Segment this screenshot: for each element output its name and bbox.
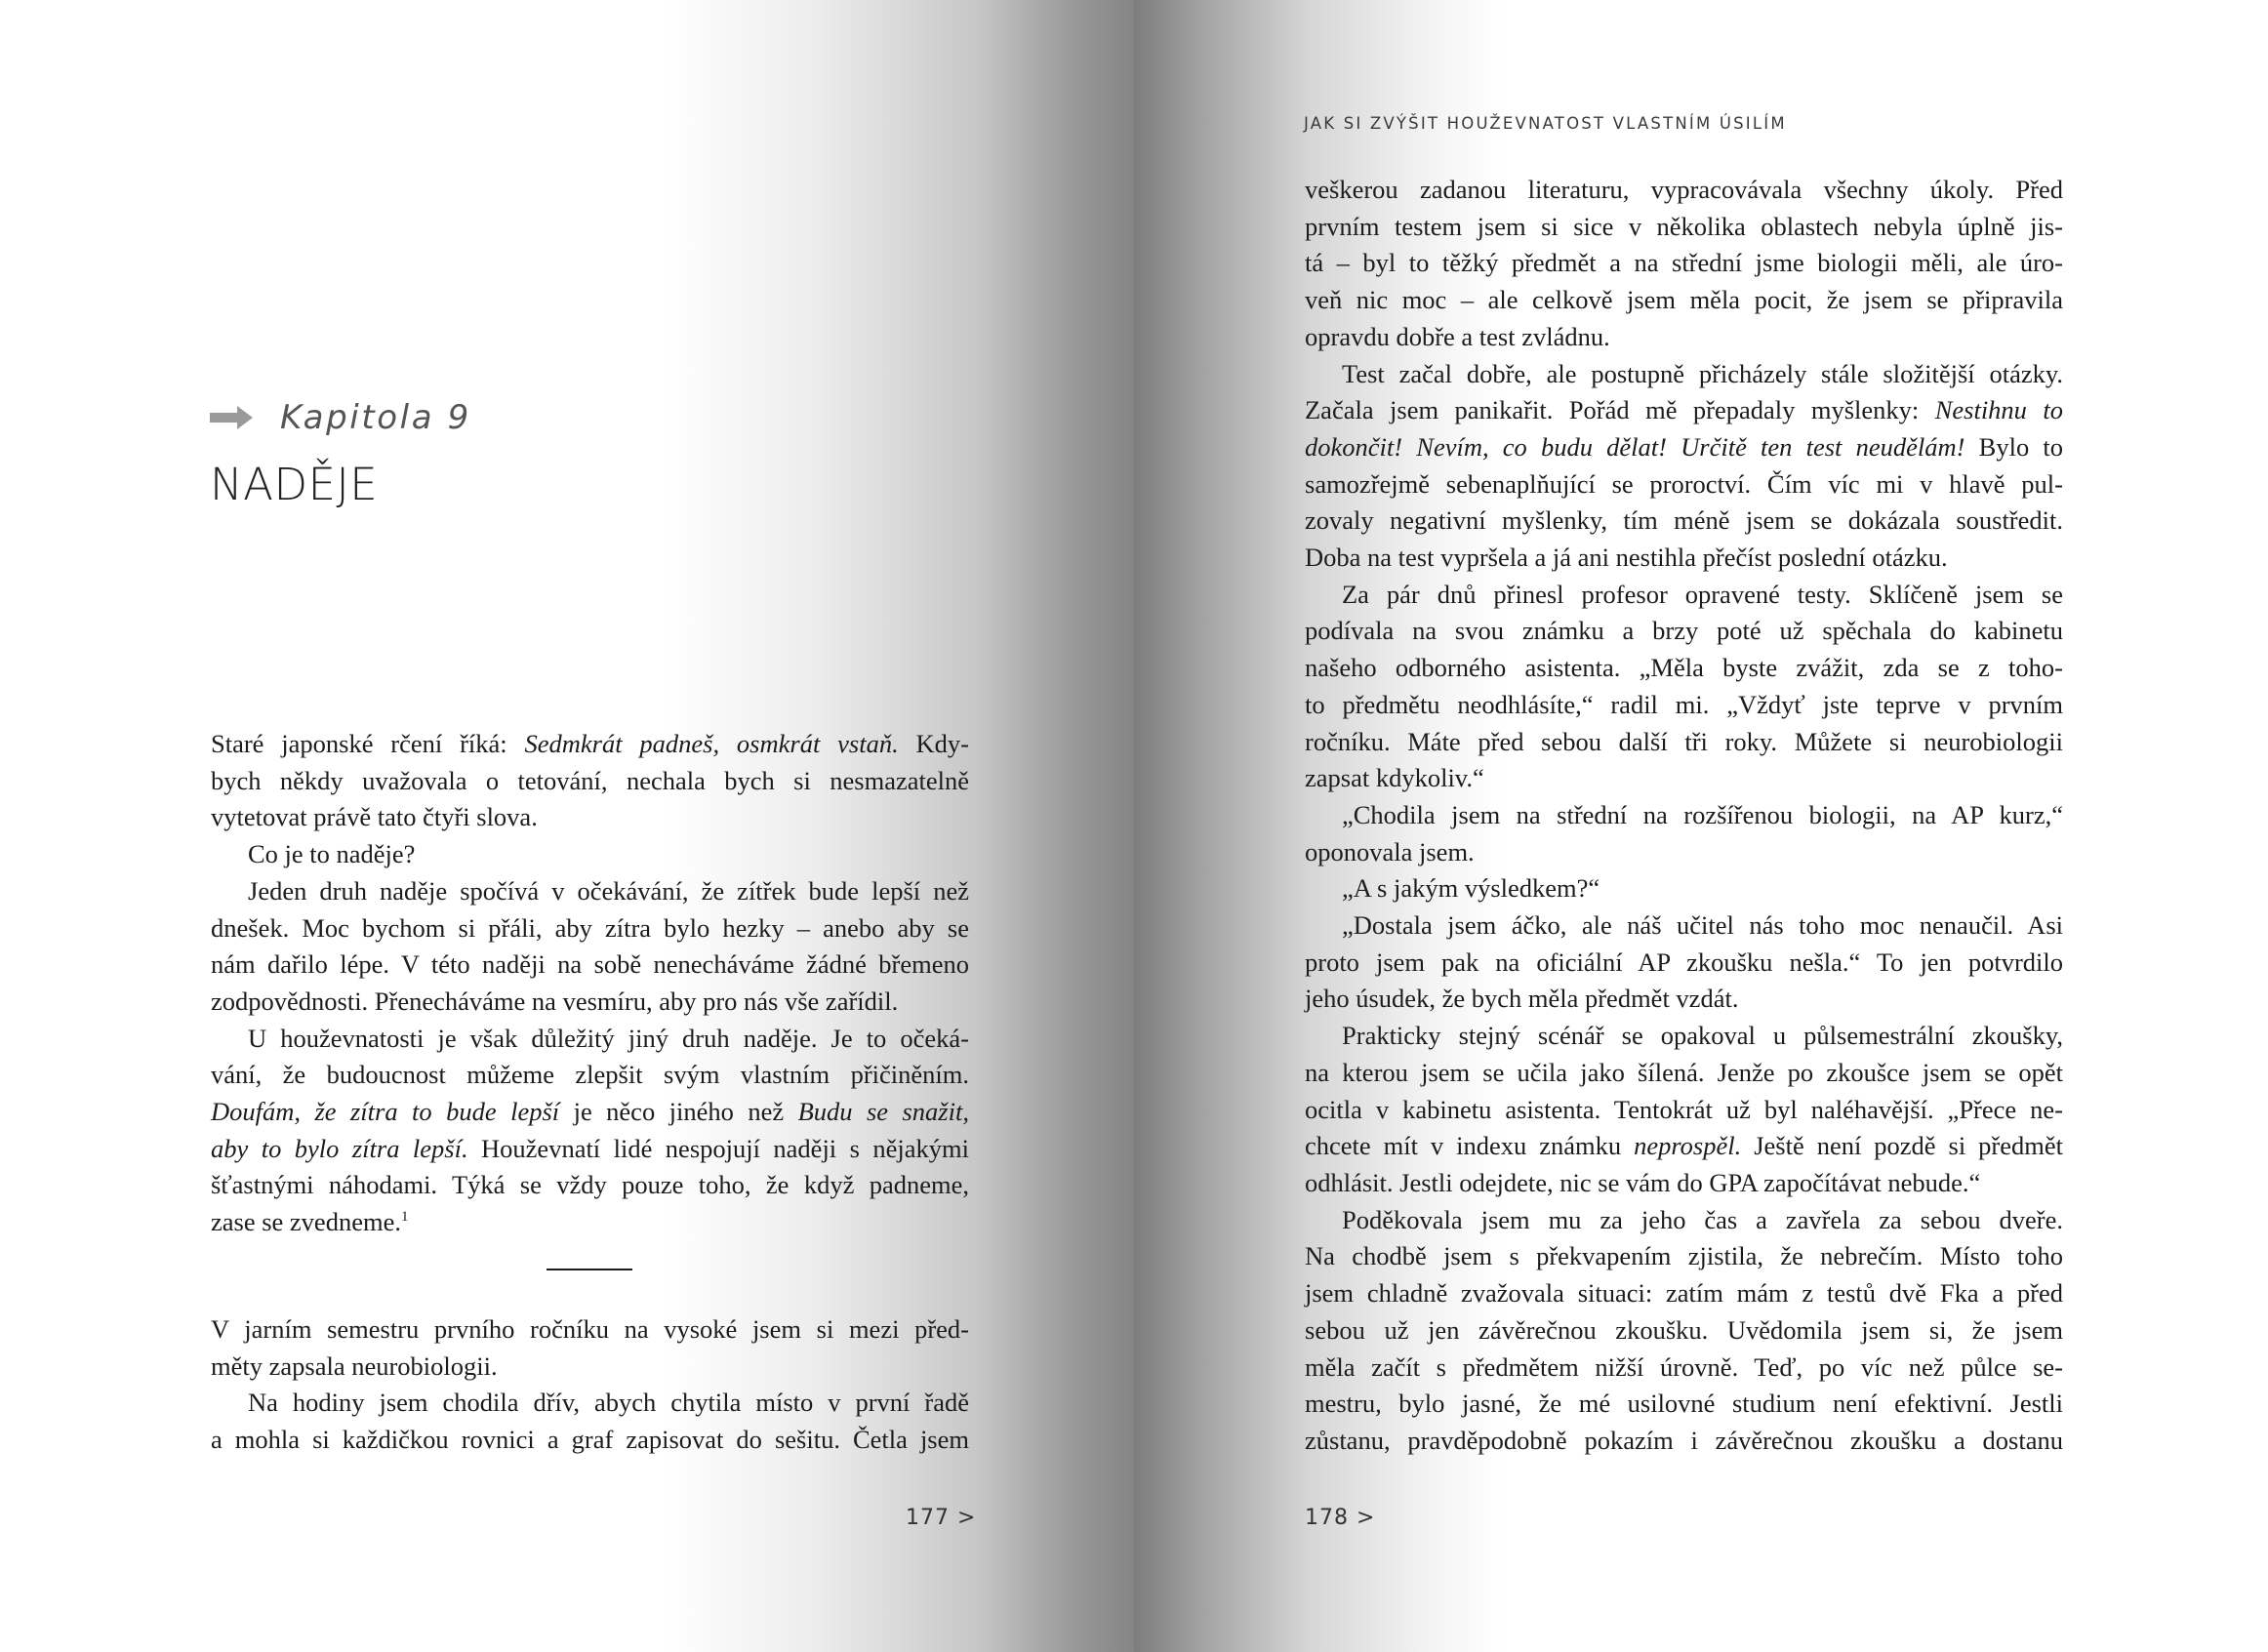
text-line xyxy=(211,799,969,836)
text-run: „A s jakým výsledkem?“ xyxy=(1342,873,1600,904)
text-run: dnešek. Moc bychom si přáli, aby zítra bylo hezky – anebo aby se xyxy=(211,912,969,943)
italic-text: aby to bylo zítra lepší. xyxy=(211,1133,468,1163)
text-run: mestru, bylo jasné, že mé usilovné studium není efektivní. Jestli xyxy=(1305,1389,2063,1419)
text-line xyxy=(1305,724,2063,761)
text-line xyxy=(1305,870,2063,907)
italic-text: Budu se snažit, xyxy=(797,1097,969,1127)
text-line xyxy=(1305,1202,2063,1239)
text-run: Bylo to xyxy=(1964,431,2063,462)
text-run: V jarním semestru prvního ročníku na vysoké jsem si mezi před- xyxy=(211,1314,969,1344)
text-run: Kdy- xyxy=(898,729,969,758)
text-run: Začala jsem panikařit. Pořád mě přepadaly myšlenky: xyxy=(1305,395,1935,425)
text-line xyxy=(1305,1092,2063,1129)
text-line xyxy=(1305,907,2063,945)
text-run: vání, že budoucnost můžeme zlepšit svým vlastním přičiněním. xyxy=(211,1060,969,1090)
text-run: zovaly negativní myšlenky, tím méně jsem se dokázala soustředit. xyxy=(1305,505,2063,536)
text-line xyxy=(211,1131,969,1168)
text-run: nám dařilo lépe. V této naději na sobě nenecháváme žádné břemeno xyxy=(211,949,969,980)
text-line xyxy=(1305,356,2063,393)
text-line xyxy=(1305,209,2063,246)
text-run: veň nic moc – ale celkově jsem měla pocit, že jsem se připravila xyxy=(1305,285,2063,315)
text-line xyxy=(211,984,969,1021)
text-run: je něco jiného než xyxy=(559,1097,798,1127)
text-run: ocitla v kabinetu asistenta. Tentokrát už byl naléhavější. „Přece ne- xyxy=(1305,1094,2063,1124)
text-run: Staré japonské rčení říká: xyxy=(211,729,525,758)
text-run: Ještě není pozdě si předmět xyxy=(1741,1131,2063,1161)
italic-text: neprospěl. xyxy=(1634,1131,1742,1161)
text-line xyxy=(1305,503,2063,540)
text-line xyxy=(1305,834,2063,871)
text-line xyxy=(1305,1018,2063,1055)
text-line xyxy=(211,947,969,984)
left-body-text-top xyxy=(211,726,969,1241)
text-run: Houževnatí lidé nespojují naději s nějakými xyxy=(467,1133,969,1163)
text-line xyxy=(1305,319,2063,356)
italic-text: Sedmkrát padneš, osmkrát vstaň. xyxy=(524,729,899,758)
text-run: podívala na svou známku a brzy poté už spěchala do kabinetu xyxy=(1305,616,2063,646)
text-run: Prakticky stejný scénář se opakoval u půlsemestrální zkoušky, xyxy=(1342,1021,2063,1051)
text-run: měla začít s předmětem nižší úrovně. Teď, po víc než půlce se- xyxy=(1305,1351,2063,1382)
text-run: ročníku. Máte před sebou další tři roky. Můžete si neurobiologii xyxy=(1305,726,2063,756)
text-run: zapsat kdykoliv.“ xyxy=(1305,763,1484,793)
text-run: to předmětu neodhlásíte,“ radil mi. „Vždyť jste teprve v prvním xyxy=(1305,689,2063,719)
text-line xyxy=(1305,540,2063,577)
text-run: měty zapsala neurobiologii. xyxy=(211,1350,498,1381)
text-run: jsem chladně zvažovala situaci: zatím mám z testů dvě Fka a před xyxy=(1305,1278,2063,1309)
text-line xyxy=(211,910,969,947)
text-line xyxy=(1305,1238,2063,1275)
text-line xyxy=(1305,392,2063,429)
text-line xyxy=(211,1057,969,1094)
running-head: JAK SI ZVÝŠIT HOUŽEVNATOST VLASTNÍM ÚSILÍM xyxy=(1304,114,1787,133)
text-run: U houževnatosti je však důležitý jiný druh naděje. Je to očeká- xyxy=(248,1023,969,1053)
text-run: Za pár dnů přinesl profesor opravené testy. Sklíčeně jsem se xyxy=(1342,579,2063,609)
chapter-title: NADĚJE xyxy=(210,459,379,510)
arrow-right-icon xyxy=(210,406,253,429)
text-line xyxy=(1305,981,2063,1018)
right-body-text xyxy=(1305,172,2063,1460)
text-line xyxy=(211,726,969,763)
text-line xyxy=(1305,466,2063,504)
text-run: „Dostala jsem áčko, ale náš učitel nás toho moc nenaučil. Asi xyxy=(1342,910,2063,941)
text-run: opravdu dobře a test zvládnu. xyxy=(1305,321,1610,351)
text-run: šťastnými náhodami. Týká se vždy pouze toho, že když padneme, xyxy=(211,1170,969,1200)
text-line xyxy=(211,1349,969,1386)
text-line xyxy=(1305,797,2063,834)
text-run: „Chodila jsem na střední na rozšířenou biologii, na AP kurz,“ xyxy=(1342,799,2063,829)
text-line xyxy=(1305,760,2063,797)
text-line xyxy=(1305,1312,2063,1350)
text-line xyxy=(1305,1275,2063,1312)
text-line xyxy=(211,873,969,910)
text-line xyxy=(1305,1165,2063,1202)
chapter-number: Kapitola 9 xyxy=(280,398,471,437)
text-line xyxy=(1305,1423,2063,1460)
footnote-marker: 1 xyxy=(400,1209,409,1226)
text-run: Co je to naděje? xyxy=(248,839,416,869)
text-line xyxy=(211,1021,969,1058)
italic-text: Doufám, že zítra to bude lepší xyxy=(211,1097,560,1127)
italic-text: dokončit! Nevím, co budu dělat! Určitě ten test neudělám! xyxy=(1305,431,1965,462)
italic-text: Nestihnu to xyxy=(1934,395,2063,425)
text-run: jeho úsudek, že bych měla předmět vzdát. xyxy=(1305,984,1739,1014)
text-run: samozřejmě sebenaplňující se proroctví. Čím víc mi v hlavě pul- xyxy=(1305,468,2063,499)
text-run: Na hodiny jsem chodila dřív, abych chytila místo v první řadě xyxy=(248,1388,969,1418)
text-run: Na chodbě jsem s překvapením zjistila, že nebrečím. Místo toho xyxy=(1305,1241,2063,1271)
text-run: bych někdy uvažovala o tetování, nechala bych si nesmazatelně xyxy=(211,765,969,795)
text-line xyxy=(211,1204,969,1241)
text-line xyxy=(1305,282,2063,319)
text-run: zodpovědnosti. Přenecháváme na vesmíru, aby pro nás vše zařídil. xyxy=(211,986,899,1016)
text-line xyxy=(1305,650,2063,687)
text-line xyxy=(211,1422,969,1459)
text-line xyxy=(211,836,969,873)
text-run: a mohla si každičkou rovnici a graf zapisovat do sešitu. Četla jsem xyxy=(211,1425,969,1455)
chapter-label xyxy=(210,398,471,437)
text-line xyxy=(1305,1055,2063,1092)
text-run: tá – byl to těžký předmět a na střední jsme biologii měli, ale úro- xyxy=(1305,248,2063,278)
text-run: vytetovat právě tato čtyři slova. xyxy=(211,802,538,832)
page-number-left: 177 > xyxy=(906,1506,977,1530)
text-line xyxy=(1305,613,2063,650)
text-line xyxy=(1305,687,2063,724)
text-line xyxy=(211,1385,969,1422)
text-run: zůstanu, pravděpodobně pokazím i závěrečnou zkoušku a dostanu xyxy=(1305,1425,2063,1455)
text-run: odhlásit. Jestli odejdete, nic se vám do GPA započítávat nebude.“ xyxy=(1305,1167,1981,1197)
text-line xyxy=(211,1311,969,1349)
text-run: oponovala jsem. xyxy=(1305,836,1475,866)
text-line xyxy=(1305,1128,2063,1165)
section-divider xyxy=(547,1269,632,1270)
text-run: proto jsem pak na oficiální AP zkoušku nešla.“ To jen potvrdilo xyxy=(1305,947,2063,977)
text-run: zase se zvedneme. xyxy=(211,1207,401,1237)
text-line xyxy=(1305,577,2063,614)
page-number-right: 178 > xyxy=(1305,1506,1376,1530)
text-run: Jeden druh naděje spočívá v očekávání, že zítřek bude lepší než xyxy=(248,875,969,906)
text-run: na kterou jsem se učila jako šílená. Jenže po zkoušce jsem se opět xyxy=(1305,1057,2063,1087)
text-run: našeho odborného asistenta. „Měla byste zvážit, zda se z toho- xyxy=(1305,653,2063,683)
text-line xyxy=(1305,1350,2063,1387)
text-run: prvním testem jsem si sice v několika oblastech nebyla úplně jis- xyxy=(1305,211,2063,241)
text-line xyxy=(1305,945,2063,982)
text-line xyxy=(1305,172,2063,209)
text-line xyxy=(1305,429,2063,466)
text-line xyxy=(211,1167,969,1204)
text-run: Test začal dobře, ale postupně přicházely stále složitější otázky. xyxy=(1342,358,2063,388)
text-line xyxy=(1305,245,2063,282)
text-run: sebou už jen závěrečnou zkoušku. Uvědomila jsem si, že jsem xyxy=(1305,1314,2063,1345)
left-body-text-bottom xyxy=(211,1311,969,1459)
text-line xyxy=(211,763,969,800)
text-line xyxy=(211,1094,969,1131)
text-line xyxy=(1305,1386,2063,1423)
text-run: chcete mít v indexu známku xyxy=(1305,1131,1635,1161)
text-run: Poděkovala jsem mu za jeho čas a zavřela za sebou dveře. xyxy=(1342,1204,2063,1234)
text-run: veškerou zadanou literaturu, vypracovávala všechny úkoly. Před xyxy=(1305,175,2063,204)
text-run: Doba na test vypršela a já ani nestihla přečíst poslední otázku. xyxy=(1305,543,1948,573)
